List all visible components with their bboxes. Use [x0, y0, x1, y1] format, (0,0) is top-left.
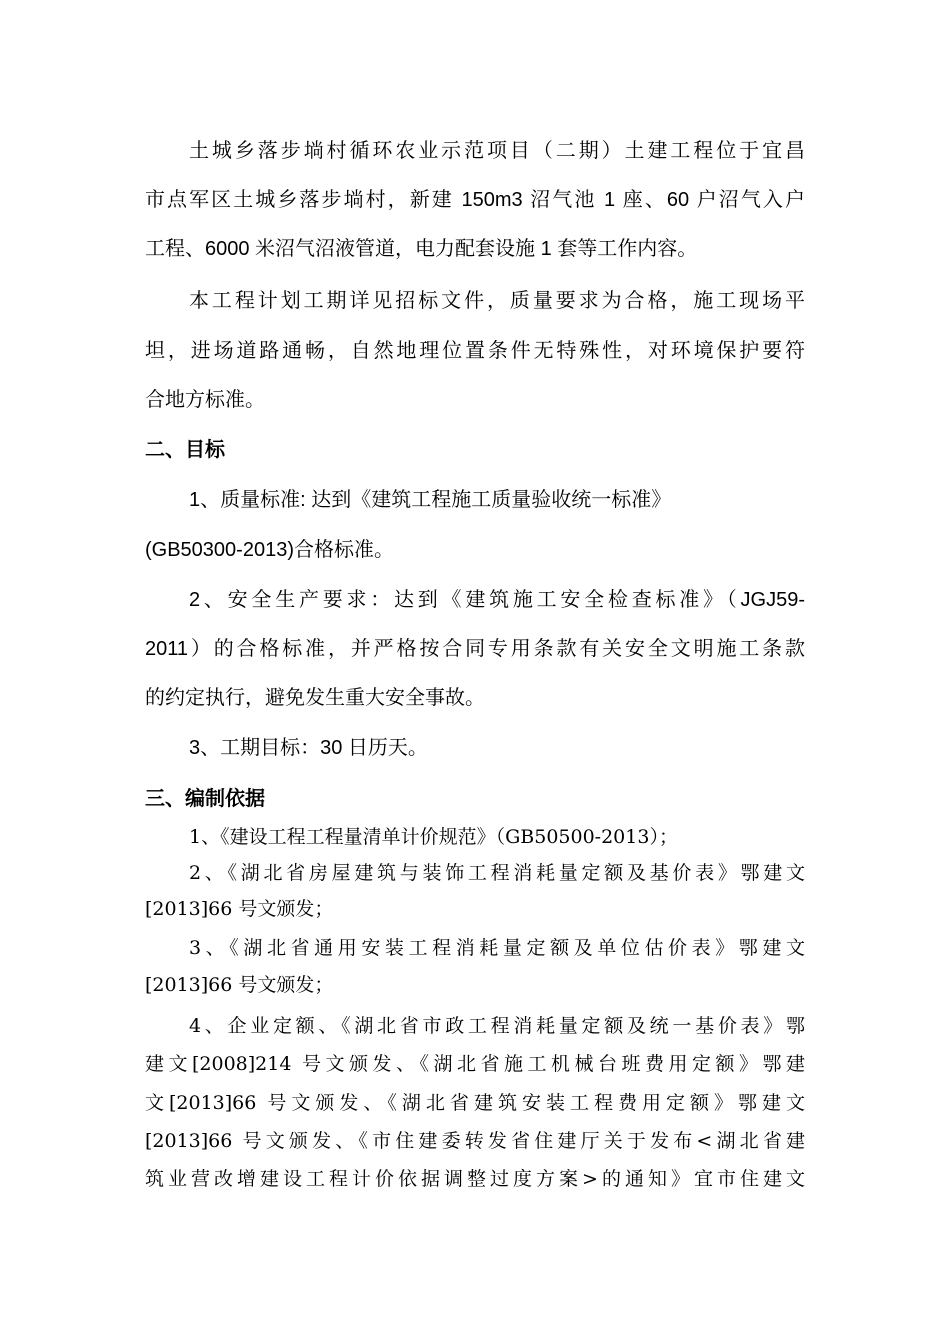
section-3-item-4-line-4: [2013]66 号文颁发、《市住建委转发省住建厅关于发布<湖北省建 — [145, 1130, 805, 1152]
section-3-item-3-line-1: 3、《湖北省通用安装工程消耗量定额及单位估价表》鄂建文 — [189, 937, 805, 959]
section-3-item-4-line-3: 文[2013]66 号文颁发、《湖北省建筑安装工程费用定额》鄂建文 — [145, 1092, 805, 1114]
section-3-heading: 三、编制依据 — [145, 788, 265, 810]
section-3-item-3-line-2: [2013]66 号文颁发； — [145, 974, 334, 996]
section-2-item-2-line-1: 2、安全生产要求：达到《建筑施工安全检查标准》（JGJ59- — [189, 589, 805, 611]
section-2-item-2-line-2: 2011）的合格标准，并严格按合同专用条款有关安全文明施工条款 — [145, 638, 805, 660]
section-3-item-2-line-2: [2013]66 号文颁发； — [145, 898, 334, 920]
overview-paragraph-2-line-3: 合地方标准。 — [145, 389, 265, 411]
overview-paragraph-1-line-3: 工程、6000 米沼气沼液管道，电力配套设施 1 套等工作内容。 — [145, 238, 698, 260]
section-2-item-1-line-1: 1、质量标准: 达到《建筑工程施工质量验收统一标准》 — [189, 489, 672, 511]
overview-paragraph-1-line-1: 土城乡落步埫村循环农业示范项目（二期）土建工程位于宜昌 — [189, 140, 805, 162]
section-2-item-3-line-1: 3、工期目标：30 日历天。 — [189, 737, 428, 759]
section-2-item-1-line-2: (GB50300-2013)合格标准。 — [145, 539, 394, 561]
section-3-item-4-line-1: 4、企业定额、《湖北省市政工程消耗量定额及统一基价表》鄂 — [189, 1015, 805, 1037]
section-3-item-1-line-1: 1、《建设工程工程量清单计价规范》（GB50500-2013）； — [189, 826, 678, 848]
section-2-heading: 二、目标 — [145, 439, 225, 461]
overview-paragraph-1-line-2: 市点军区土城乡落步埫村，新建 150m3 沼气池 1 座、60 户沼气入户 — [145, 189, 805, 211]
section-3-item-2-line-1: 2、《湖北省房屋建筑与装饰工程消耗量定额及基价表》鄂建文 — [189, 862, 805, 884]
section-3-item-4-line-2: 建文[2008]214 号文颁发、《湖北省施工机械台班费用定额》鄂建 — [145, 1053, 805, 1075]
section-2-item-2-line-3: 的约定执行，避免发生重大安全事故。 — [145, 687, 485, 709]
overview-paragraph-2-line-2: 坦，进场道路通畅，自然地理位置条件无特殊性，对环境保护要符 — [145, 340, 805, 362]
section-3-item-4-line-5: 筑业营改增建设工程计价依据调整过度方案>的通知》宜市住建文 — [145, 1168, 805, 1190]
overview-paragraph-2-line-1: 本工程计划工期详见招标文件，质量要求为合格，施工现场平 — [189, 290, 805, 312]
